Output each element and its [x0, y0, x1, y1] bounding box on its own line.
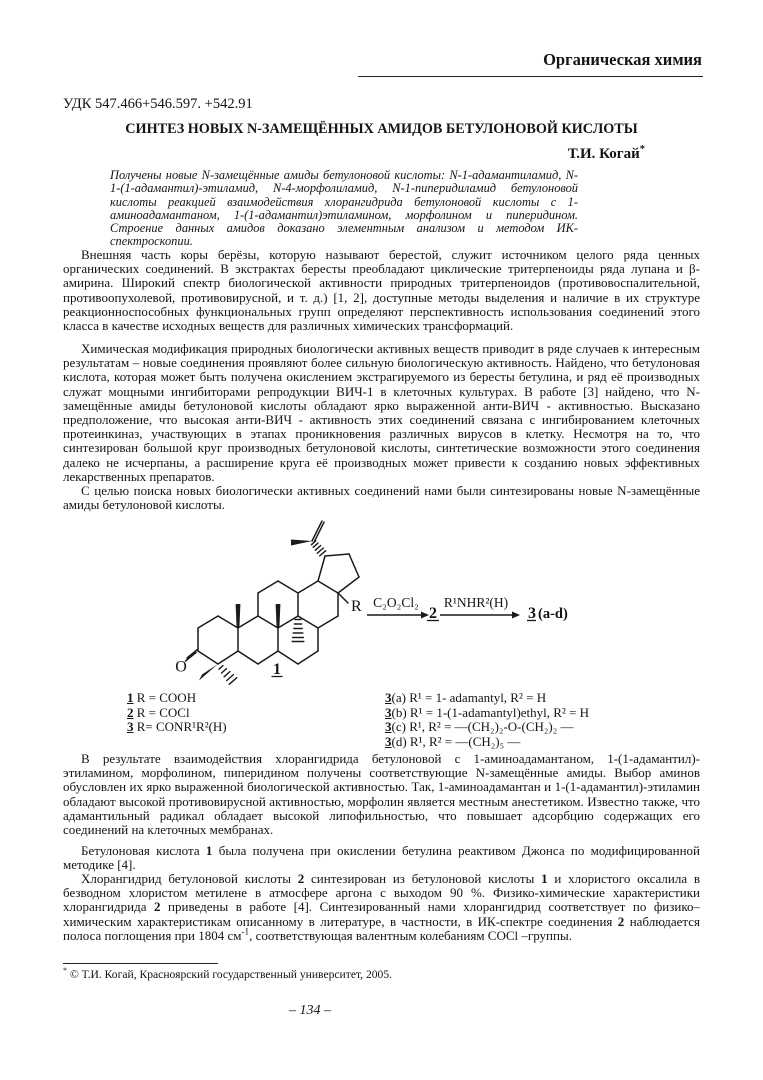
- legend-right-column: [385, 691, 589, 750]
- legend-item: [385, 706, 589, 721]
- author-footnote-mark: *: [639, 144, 645, 155]
- product-suffix-label: (a-d): [538, 606, 568, 622]
- paragraph-4-text: В результате взаимодействия хлорангидрида бетулоновой с 1-аминоадамантаном, 1-(1-адамантил)-этиламином, морфолином, пиперидином получены соответствующие N-замещённые амиды. Выбор аминов обусловлен их ярко выраженной биологической активностью. Так, 1-аминоадамантан и 1-(1-адамантил)-этиламин обладают высокой противовирусной активностью, морфолин является местным анестетиком. Известно также, что адамантильный радикал обладает высокой липофильностью, что повышает адсорбцию содержащих его соединений на клеточных мембранах.: [63, 751, 700, 838]
- compound-number-inline: 2: [154, 899, 161, 915]
- article-title: СИНТЕЗ НОВЫХ N-ЗАМЕЩЁННЫХ АМИДОВ БЕТУЛОНОВОЙ КИСЛОТЫ: [125, 121, 638, 137]
- variant-letter: (d): [391, 734, 407, 750]
- legend-text: R = COCl: [133, 704, 190, 720]
- paragraph-5: [63, 844, 700, 872]
- author-name: [63, 146, 700, 163]
- paragraph-5-text: была получена при окислении бетулина реактивом Джонса по модифицированной методике [4].: [63, 843, 700, 873]
- author-text: Т.И. Когай: [567, 146, 640, 162]
- paragraph-6-text: , соответствующая валентным колебаниям COCl –группы.: [249, 927, 572, 943]
- paragraph-6-text: приведены в работе [4]. Синтезированный нами хлорангидрид соответствует по физико–химическим характеристикам описанному в литературе, в частности, в ИК-спектре соединения: [63, 899, 700, 929]
- compound-number-inline: 2: [297, 871, 305, 886]
- legend-item: [127, 691, 227, 706]
- legend-text: R¹ = 1-(1-adamantyl)ethyl, R² = H: [406, 704, 590, 720]
- paragraph-3-text: С целью поиска новых биологически активных соединений нами были синтезированы новые N-замещённые амиды бетулоновой кислоты.: [63, 483, 700, 513]
- legend-item: [385, 720, 589, 735]
- paragraph-6-text: и хлористого оксалила в безводном хлористом метилене в атмосфере аргона с выходом 90 %. Физико-химические характеристики хлорангидрида: [63, 871, 700, 915]
- paragraph-2: [63, 342, 700, 484]
- compound-number: 3: [385, 690, 392, 705]
- footnote-mark: *: [63, 966, 68, 976]
- scheme-legend: [0, 691, 763, 753]
- compound-1-label: 1: [273, 661, 281, 678]
- product-3-label: 3: [528, 605, 536, 622]
- substituent-r-label: R: [351, 598, 362, 615]
- reaction-arrow-1: [367, 612, 429, 619]
- reaction-scheme: [170, 515, 710, 701]
- paragraph-6-text: Хлорангидрид бетулоновой кислоты: [81, 871, 298, 886]
- legend-text: R= CONR¹R²(H): [133, 719, 227, 735]
- section-header: Органическая химия: [543, 50, 702, 69]
- paragraph-4: [63, 752, 700, 837]
- abstract: Получены новые N-замещённые амиды бетулоновой кислоты: N-1-адамантиламид, N-1-(1-адамантил)-этиламид, N-4-морфолиламид, N-1-пиперидиламид бетулоновой кислоты реакцией взаимодействия хлорангидрида бетулоновой кислоты с 1-аминоадамантаном, 1-(1-адамантил)этиламином, морфолином и пиперидином. Строение данных амидов доказано элементным анализом и методом ИК-спектроскопии.: [110, 168, 578, 249]
- paragraph-3: [63, 484, 700, 512]
- paragraph-5-text: Бетулоновая кислота: [81, 843, 206, 858]
- compound-number: 3: [385, 704, 392, 720]
- legend-text: R¹ = 1- adamantyl, R² = H: [405, 690, 547, 705]
- paragraph-1: [63, 248, 700, 333]
- paragraph-6-text: наблюдается полоса поглощения при 1804 см: [63, 913, 700, 943]
- wavenumber-exponent: -1: [241, 926, 250, 937]
- legend-item: [127, 706, 227, 721]
- page-number: – 134 –: [289, 1003, 331, 1018]
- reaction-arrow-2: [440, 612, 520, 619]
- triterpene-skeleton: [186, 521, 360, 684]
- legend-text: R = COOH: [133, 690, 197, 705]
- compound-number: 3: [385, 734, 392, 750]
- footnote: [63, 968, 700, 981]
- legend-item: [385, 735, 589, 750]
- variant-letter: (c): [391, 719, 406, 735]
- header-rule: [358, 76, 703, 77]
- legend-text: R¹, R² = —(CH₂)₅ —: [406, 734, 521, 750]
- legend-text: R¹, R² = —(CH₂)₂-O-(CH₂)₂ —: [405, 719, 574, 735]
- compound-number-inline: 2: [617, 913, 625, 929]
- compound-number-inline: 1: [205, 843, 213, 858]
- compound-number: 2: [127, 704, 134, 720]
- compound-number: 1: [127, 690, 134, 705]
- paragraph-6: [63, 872, 700, 943]
- footnote-text: © Т.И. Когай, Красноярский государственный университет, 2005.: [67, 968, 393, 981]
- compound-number-inline: 1: [541, 871, 548, 886]
- reagent-2-label: R¹NHR²(H): [443, 595, 509, 610]
- paragraph-1-text: Внешняя часть коры берёзы, которую называют берестой, служит источником целого ряда ценных органических соединений. В экстрактах бересты преобладают циклические тритерпеноиды ряда лупана и β-амирина. Широкий спектр биологической активности природных тритерпеноидов (противовоспалительной, противоопухолевой, противовирусной, и т. д.) [1, 2], доступные методы выделения и наличие в их структуре реакционноспособных функциональных групп определяют перспективность использования соединений этого класса в качестве исходных веществ для различных химических трансформаций.: [63, 247, 700, 334]
- variant-letter: (a): [391, 690, 406, 705]
- paragraph-6-text: синтезирован из бетулоновой кислоты: [304, 871, 542, 886]
- paragraph-2-text: Химическая модификация природных биологически активных веществ приводит в ряде случаев к интересным результатам – новые соединения проявляют более сильную биологическую активность. Найдено, что бетулоновая кислота, которая может быть получена окислением экстрагируемого из бересты бетулина, и ряд её производных служат мощными ингибиторами репродукции ВИЧ-1 в клеточных культурах. В работе [3] найдено, что N-замещённые амиды бетулоновой кислоты обладают ярко выраженной анти-ВИЧ - активностью. Высказано предположение, что высокая анти-ВИЧ - активность этих соединений связана с ингибированием клеточных протеинкиназ, участвующих в этапах проникновения различных вирусов в клетку. Несмотря на то, что синтезирован большой круг производных бетулоновой кислоты, синтетические возможности этого соединения далеко не исчерпаны, а расширение круга её производных может привести к созданию новых эффективных лекарственных препаратов.: [63, 341, 700, 484]
- legend-left-column: [127, 691, 227, 735]
- legend-item: [385, 691, 589, 706]
- reagent-1-label: C₂O₂Cl₂: [373, 595, 419, 610]
- variant-letter: (b): [391, 704, 407, 720]
- ketone-oxygen-label: O: [175, 658, 187, 676]
- footnote-rule: [63, 963, 218, 964]
- compound-number: 3: [385, 719, 392, 735]
- intermediate-2-label: 2: [429, 605, 437, 622]
- legend-item: [127, 720, 227, 735]
- udc-code: УДК 547.466+546.597. +542.91: [63, 96, 253, 112]
- compound-number: 3: [127, 719, 134, 735]
